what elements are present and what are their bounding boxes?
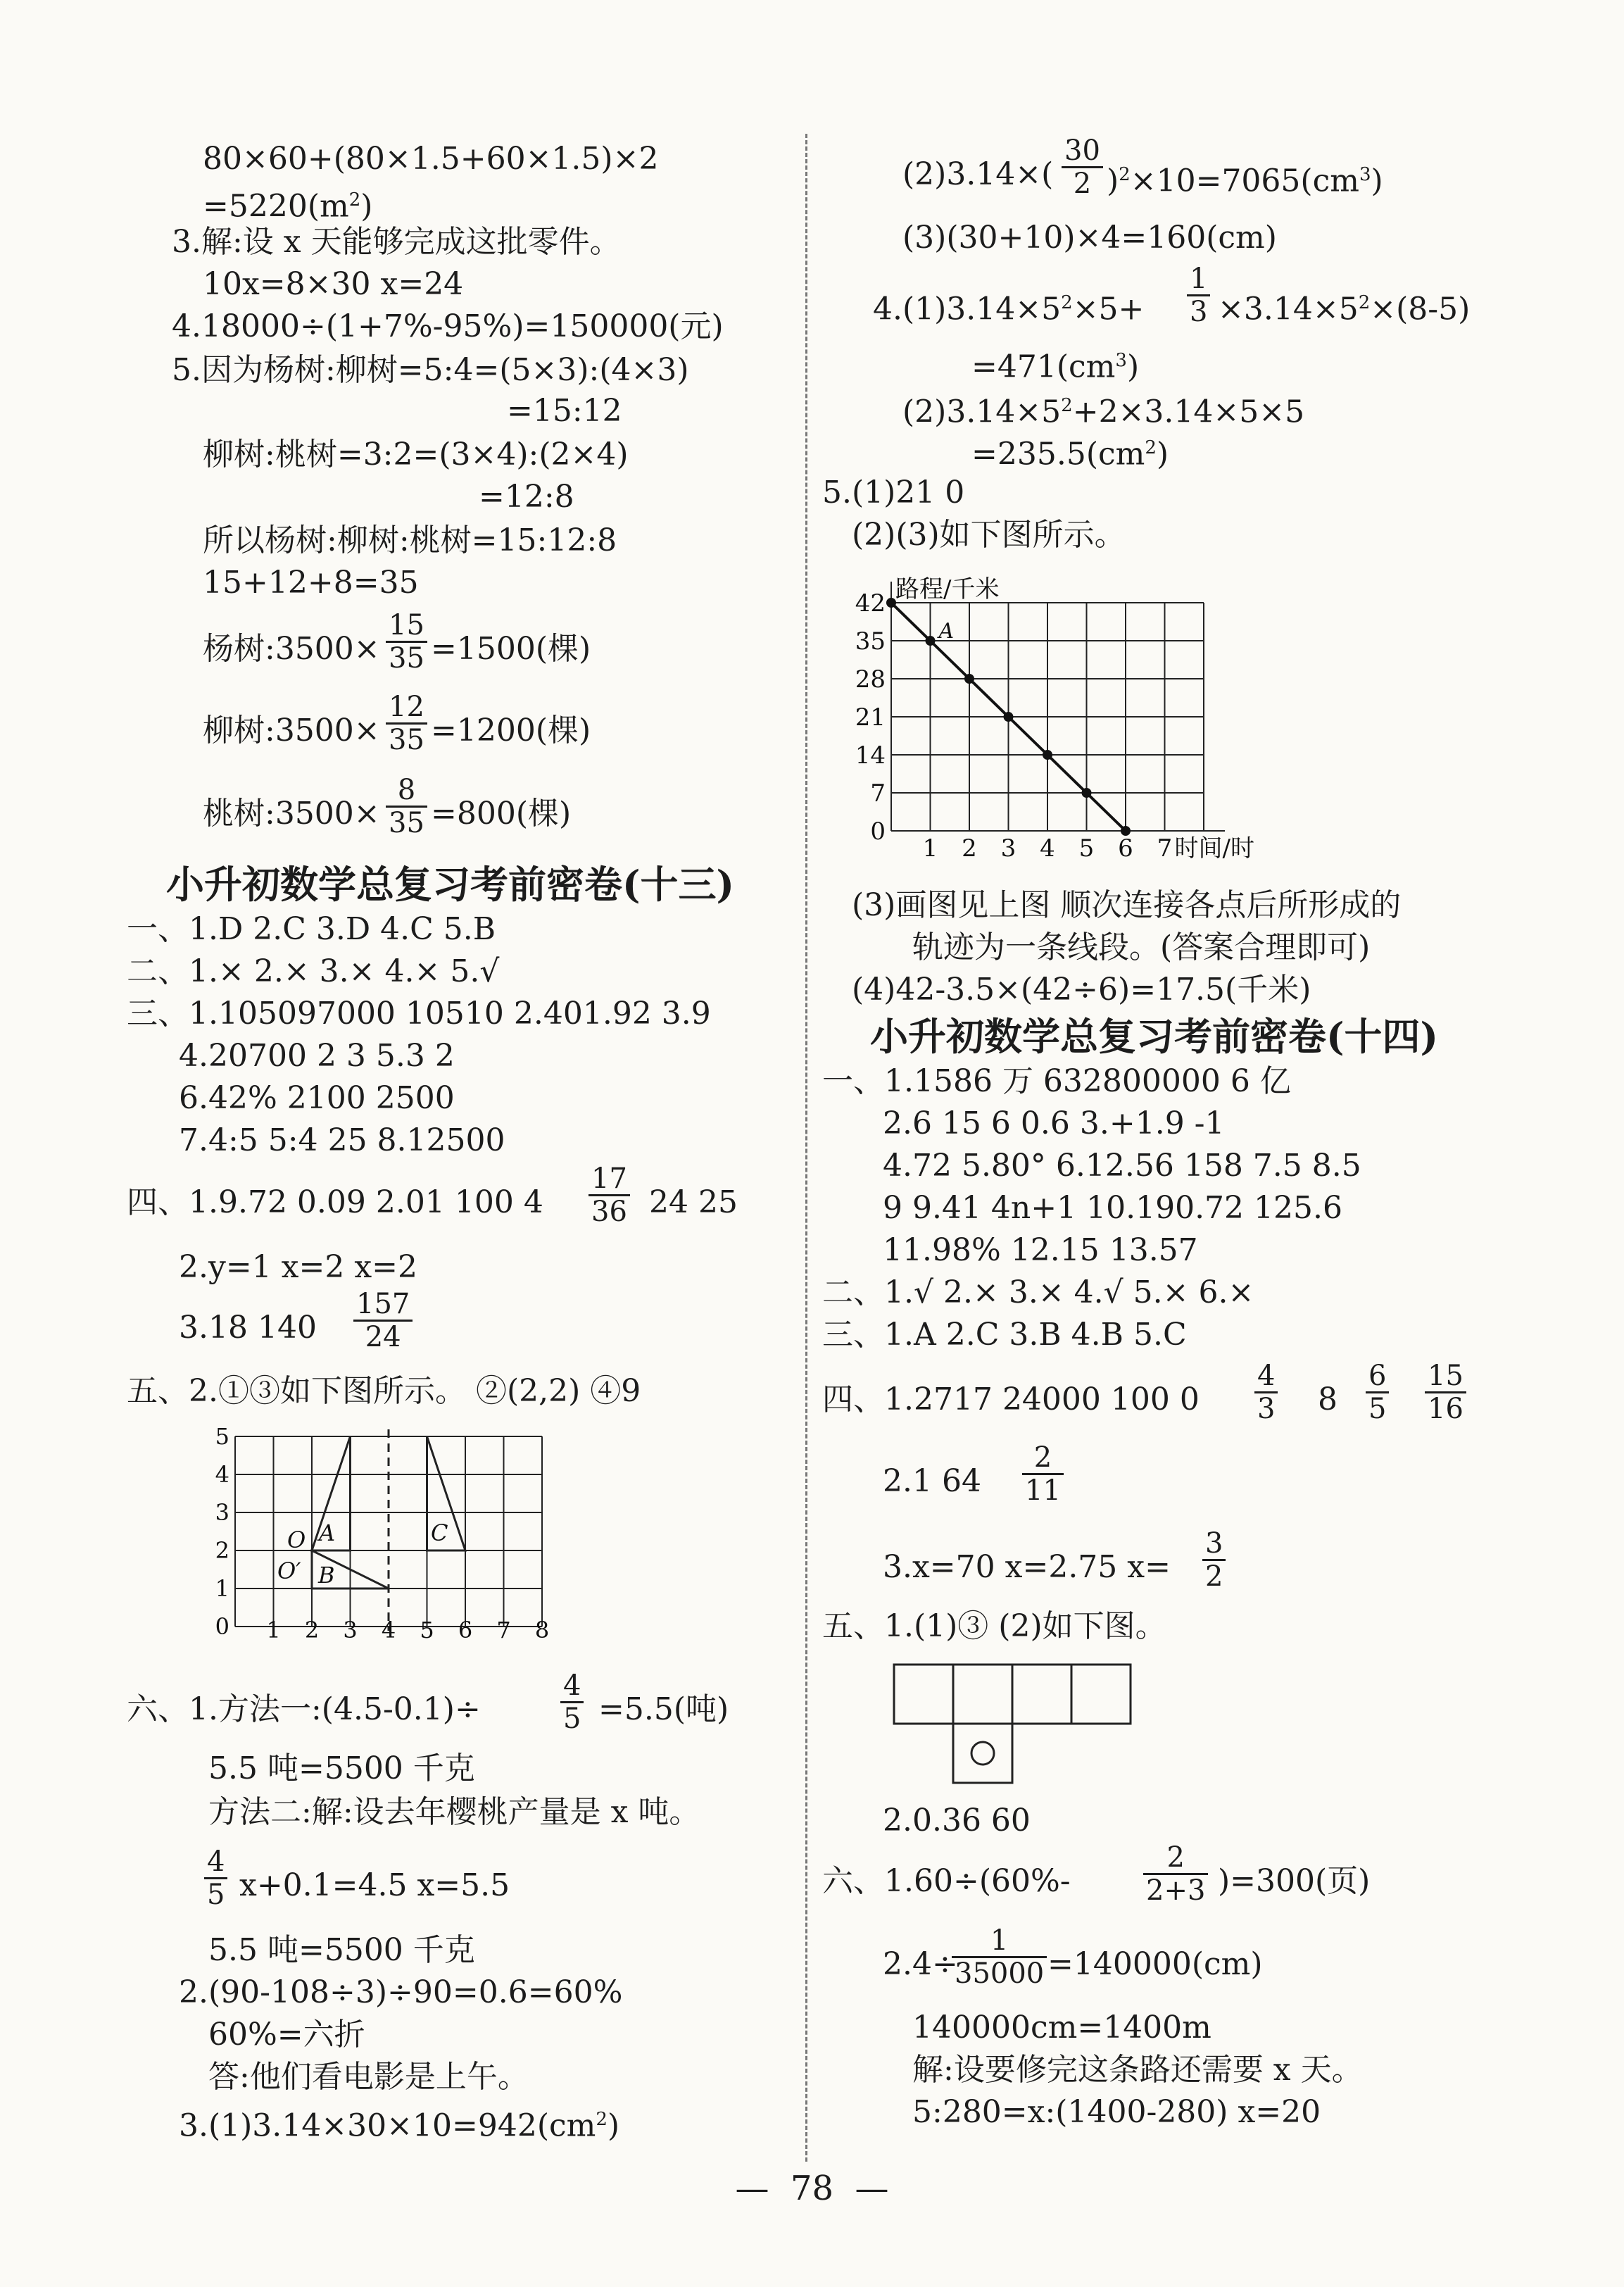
answer-line: $3.(1)3.14\times 30\times 10=942(cm^2)$ xyxy=(179,2107,620,2144)
answer-line: 桃树:3500× xyxy=(203,796,380,832)
x-tick-label: 5 xyxy=(420,1617,434,1641)
answer-line: 5.因为杨树:柳树=5:4=(5×3):(4×3) xyxy=(172,352,689,388)
answer-line: 80×60+(80×1.5+60×1.5)×2 xyxy=(203,141,659,177)
answer-line: =15:12 xyxy=(507,393,622,429)
answer-line: 四、1.9.72 0.09 2.01 100 4 xyxy=(127,1184,543,1220)
column-divider xyxy=(805,134,807,2162)
fraction: $\frac{6}{5}$ xyxy=(1366,1360,1389,1424)
answer-line: 4.72 5.80° 6.12.56 158 7.5 8.5 xyxy=(883,1148,1361,1184)
answer-line: 3.x=70 x=2.75 x= xyxy=(883,1549,1171,1585)
answer-line: 2.1 64 xyxy=(883,1463,981,1499)
fraction: $\frac{4}{3}$ xyxy=(1254,1360,1278,1424)
answer-line: $\times 3.14\times 5^2\times(8-5)$ xyxy=(1218,291,1471,327)
answer-line: (3)画图见上图 顺次连接各点后所形成的 xyxy=(852,887,1402,923)
label-o: O xyxy=(287,1527,306,1553)
label-o-prime: O′ xyxy=(277,1558,301,1584)
page-number: — 78 — xyxy=(735,2169,889,2208)
y-tick-label: 3 xyxy=(215,1499,229,1526)
answer-line: 10x=8×30 x=24 xyxy=(203,266,464,302)
answer-line: 2.(90-108÷3)÷90=0.6=60% xyxy=(179,1974,623,2010)
y-tick-label: 14 xyxy=(855,741,886,770)
answer-line: =800(棵) xyxy=(431,796,572,832)
answer-line: )=300(页) xyxy=(1218,1863,1371,1899)
x-tick-label: 8 xyxy=(534,1617,550,1641)
answer-line: 2.0.36 60 xyxy=(883,1803,1031,1838)
fraction: $\frac{17}{36}$ xyxy=(588,1163,630,1227)
answer-line: 60%=六折 xyxy=(208,2017,365,2053)
x-tick-label: 7 xyxy=(496,1617,511,1641)
x-tick-label: 1 xyxy=(266,1617,281,1641)
y-tick-label: 35 xyxy=(855,627,886,656)
fraction: $\frac{4}{5}$ xyxy=(204,1846,227,1910)
x-tick-label: 7 xyxy=(1157,834,1173,863)
answer-line: $(2)3.14\times 5^2+2\times 3.14\times 5\times 5$ xyxy=(902,394,1305,430)
answer-line: 11.98% 12.15 13.57 xyxy=(883,1232,1198,1268)
fraction: $\frac{3}{2}$ xyxy=(1202,1528,1226,1592)
answer-line: 8 xyxy=(1318,1381,1337,1417)
coordinate-grid-figure xyxy=(204,1422,570,1641)
x-tick-label: 3 xyxy=(343,1617,358,1641)
answer-line: 答:他们看电影是上午。 xyxy=(208,2059,529,2095)
answer-line: =1200(棵) xyxy=(431,713,591,748)
data-point xyxy=(886,598,896,608)
y-tick-label: 4 xyxy=(215,1461,229,1488)
fraction: $\frac{2}{11}$ xyxy=(1022,1442,1064,1506)
x-tick-label: 4 xyxy=(381,1617,396,1641)
answer-line: 7.4:5 5:4 25 8.12500 xyxy=(179,1122,505,1158)
fraction: $\frac{1}{35000}$ xyxy=(952,1925,1047,1989)
answer-line: 四、1.2717 24000 100 0 xyxy=(822,1381,1200,1417)
x-tick-label: 6 xyxy=(458,1617,473,1641)
answer-line: 5.(1)21 0 xyxy=(822,475,965,510)
answer-line: 3.解:设 x 天能够完成这批零件。 xyxy=(172,224,621,260)
x-tick-label: 2 xyxy=(304,1617,320,1641)
x-axis-label: 时间/时 xyxy=(1174,834,1254,863)
y-tick-label: 21 xyxy=(855,703,886,732)
data-point xyxy=(1082,788,1092,798)
answer-line: 柳树:3500× xyxy=(203,713,380,748)
answer-line: $4.(1)3.14\times 5^2\times 5+$ xyxy=(873,291,1145,327)
y-tick-label: 0 xyxy=(215,1613,229,1640)
answer-line: 二、1.× 2.× 3.× 4.× 5.√ xyxy=(127,953,500,989)
answer-line: 三、1.A 2.C 3.B 4.B 5.C xyxy=(822,1317,1187,1353)
circle-mark xyxy=(971,1742,994,1765)
answer-line: 六、1.方法一:(4.5-0.1)÷ xyxy=(127,1691,481,1727)
y-axis-label: 路程/千米 xyxy=(895,575,1000,603)
answer-line: 6.42% 2100 2500 xyxy=(179,1080,455,1116)
answer-line: (4)42-3.5×(42÷6)=17.5(千米) xyxy=(852,972,1311,1008)
data-point xyxy=(964,674,974,684)
answer-line: )$^2\times 10=7065(cm^3)$ xyxy=(1107,163,1383,199)
data-point xyxy=(926,636,936,646)
answer-line: =12:8 xyxy=(479,479,574,515)
answer-line: 所以杨树:柳树:桃树=15:12:8 xyxy=(203,522,617,558)
x-tick-label: 5 xyxy=(1078,834,1095,863)
answer-line: 5.5 吨=5500 千克 xyxy=(208,1932,475,1968)
fraction: $\frac{2}{2+3}$ xyxy=(1143,1842,1208,1906)
answer-line: $=5220(m^2)$ xyxy=(203,188,373,225)
answer-line: 4.18000÷(1+7%-95%)=150000(元) xyxy=(172,308,724,344)
answer-line: 一、1.1586 万 632800000 6 亿 xyxy=(822,1063,1291,1099)
fraction: $\frac{12}{35}$ xyxy=(386,691,427,756)
distance-time-chart xyxy=(849,556,1285,887)
answer-line: (3)(30+10)×4=160(cm) xyxy=(902,220,1277,256)
fraction: $\frac{30}{2}$ xyxy=(1062,135,1103,199)
section-title: 小升初数学总复习考前密卷(十三) xyxy=(166,862,735,907)
answer-line: (2)(3)如下图所示。 xyxy=(852,517,1126,553)
answer-line: 五、1.(1)③ (2)如下图。 xyxy=(822,1608,1166,1644)
y-tick-label: 42 xyxy=(855,589,886,618)
answer-line: 140000cm=1400m xyxy=(912,2010,1211,2045)
answer-line: 5.5 吨=5500 千克 xyxy=(208,1750,475,1786)
cube-net-figure xyxy=(891,1662,1145,1796)
data-point xyxy=(1004,712,1014,722)
label-a: A xyxy=(319,1520,336,1546)
fraction: $\frac{157}{24}$ xyxy=(353,1289,413,1353)
y-tick-label: 1 xyxy=(215,1575,229,1602)
fraction: $\frac{8}{35}$ xyxy=(386,775,427,839)
section-title: 小升初数学总复习考前密卷(十四) xyxy=(870,1014,1439,1059)
answer-line: 杨树:3500× xyxy=(203,631,380,667)
y-tick-label: 7 xyxy=(870,779,886,808)
y-tick-label: 0 xyxy=(870,817,886,846)
answer-line: 一、1.D 2.C 3.D 4.C 5.B xyxy=(127,911,496,947)
x-tick-label: 4 xyxy=(1040,834,1055,863)
answer-line: $=235.5(cm^2)$ xyxy=(971,436,1169,472)
point-label-a: A xyxy=(938,619,955,644)
x-tick-label: 6 xyxy=(1118,834,1133,863)
fraction: $\frac{4}{5}$ xyxy=(560,1670,584,1734)
fraction: $\frac{1}{3}$ xyxy=(1187,263,1210,327)
answer-line: 5:280=x:(1400-280) x=20 xyxy=(912,2094,1321,2130)
y-tick-label: 28 xyxy=(855,665,886,694)
fraction: $\frac{15}{35}$ xyxy=(386,610,427,674)
label-b: B xyxy=(318,1562,335,1589)
x-tick-label: 1 xyxy=(922,834,938,863)
answer-line: 3.18 140 xyxy=(179,1310,317,1346)
answer-line: 4.20700 2 3 5.3 2 xyxy=(179,1038,455,1074)
answer-line: 24 25 xyxy=(649,1184,738,1220)
answer-line: 2.6 15 6 0.6 3.+1.9 -1 xyxy=(883,1105,1225,1141)
fraction: $\frac{15}{16}$ xyxy=(1425,1360,1466,1424)
answer-line: =1500(棵) xyxy=(431,631,591,667)
answer-line: 解:设要修完这条路还需要 x 天。 xyxy=(912,2052,1363,2088)
answer-line: 9 9.41 4n+1 10.190.72 125.6 xyxy=(883,1190,1342,1226)
answer-line: 2.4÷ xyxy=(883,1946,958,1982)
answer-line: 2.y=1 x=2 x=2 xyxy=(179,1249,418,1285)
x-tick-label: 2 xyxy=(962,834,977,863)
answer-line: 六、1.60÷(60%- xyxy=(822,1863,1071,1899)
answer-line: =140000(cm) xyxy=(1047,1946,1263,1982)
answer-line: (2)3.14×( xyxy=(902,156,1054,192)
answer-line: 五、2.①③如下图所示。 ②(2,2) ④9 xyxy=(127,1373,641,1409)
answer-line: 轨迹为一条线段。(答案合理即可) xyxy=(912,929,1371,965)
y-tick-label: 2 xyxy=(215,1537,229,1564)
answer-line: x+0.1=4.5 x=5.5 xyxy=(239,1867,510,1903)
answer-line: 三、1.105097000 10510 2.401.92 3.9 xyxy=(127,996,711,1032)
x-tick-label: 3 xyxy=(1000,834,1016,863)
answer-line: $=471(cm^3)$ xyxy=(971,349,1140,385)
answer-line: 15+12+8=35 xyxy=(203,565,419,601)
y-tick-label: 5 xyxy=(215,1423,229,1450)
data-point xyxy=(1043,750,1052,760)
label-c: C xyxy=(431,1520,448,1546)
answer-line: 柳树:桃树=3:2=(3×4):(2×4) xyxy=(203,437,629,472)
answer-line: 方法二:解:设去年樱桃产量是 x 吨。 xyxy=(208,1794,700,1830)
answer-line: =5.5(吨) xyxy=(598,1691,729,1727)
answer-line: 二、1.√ 2.× 3.× 4.√ 5.× 6.× xyxy=(822,1274,1254,1310)
